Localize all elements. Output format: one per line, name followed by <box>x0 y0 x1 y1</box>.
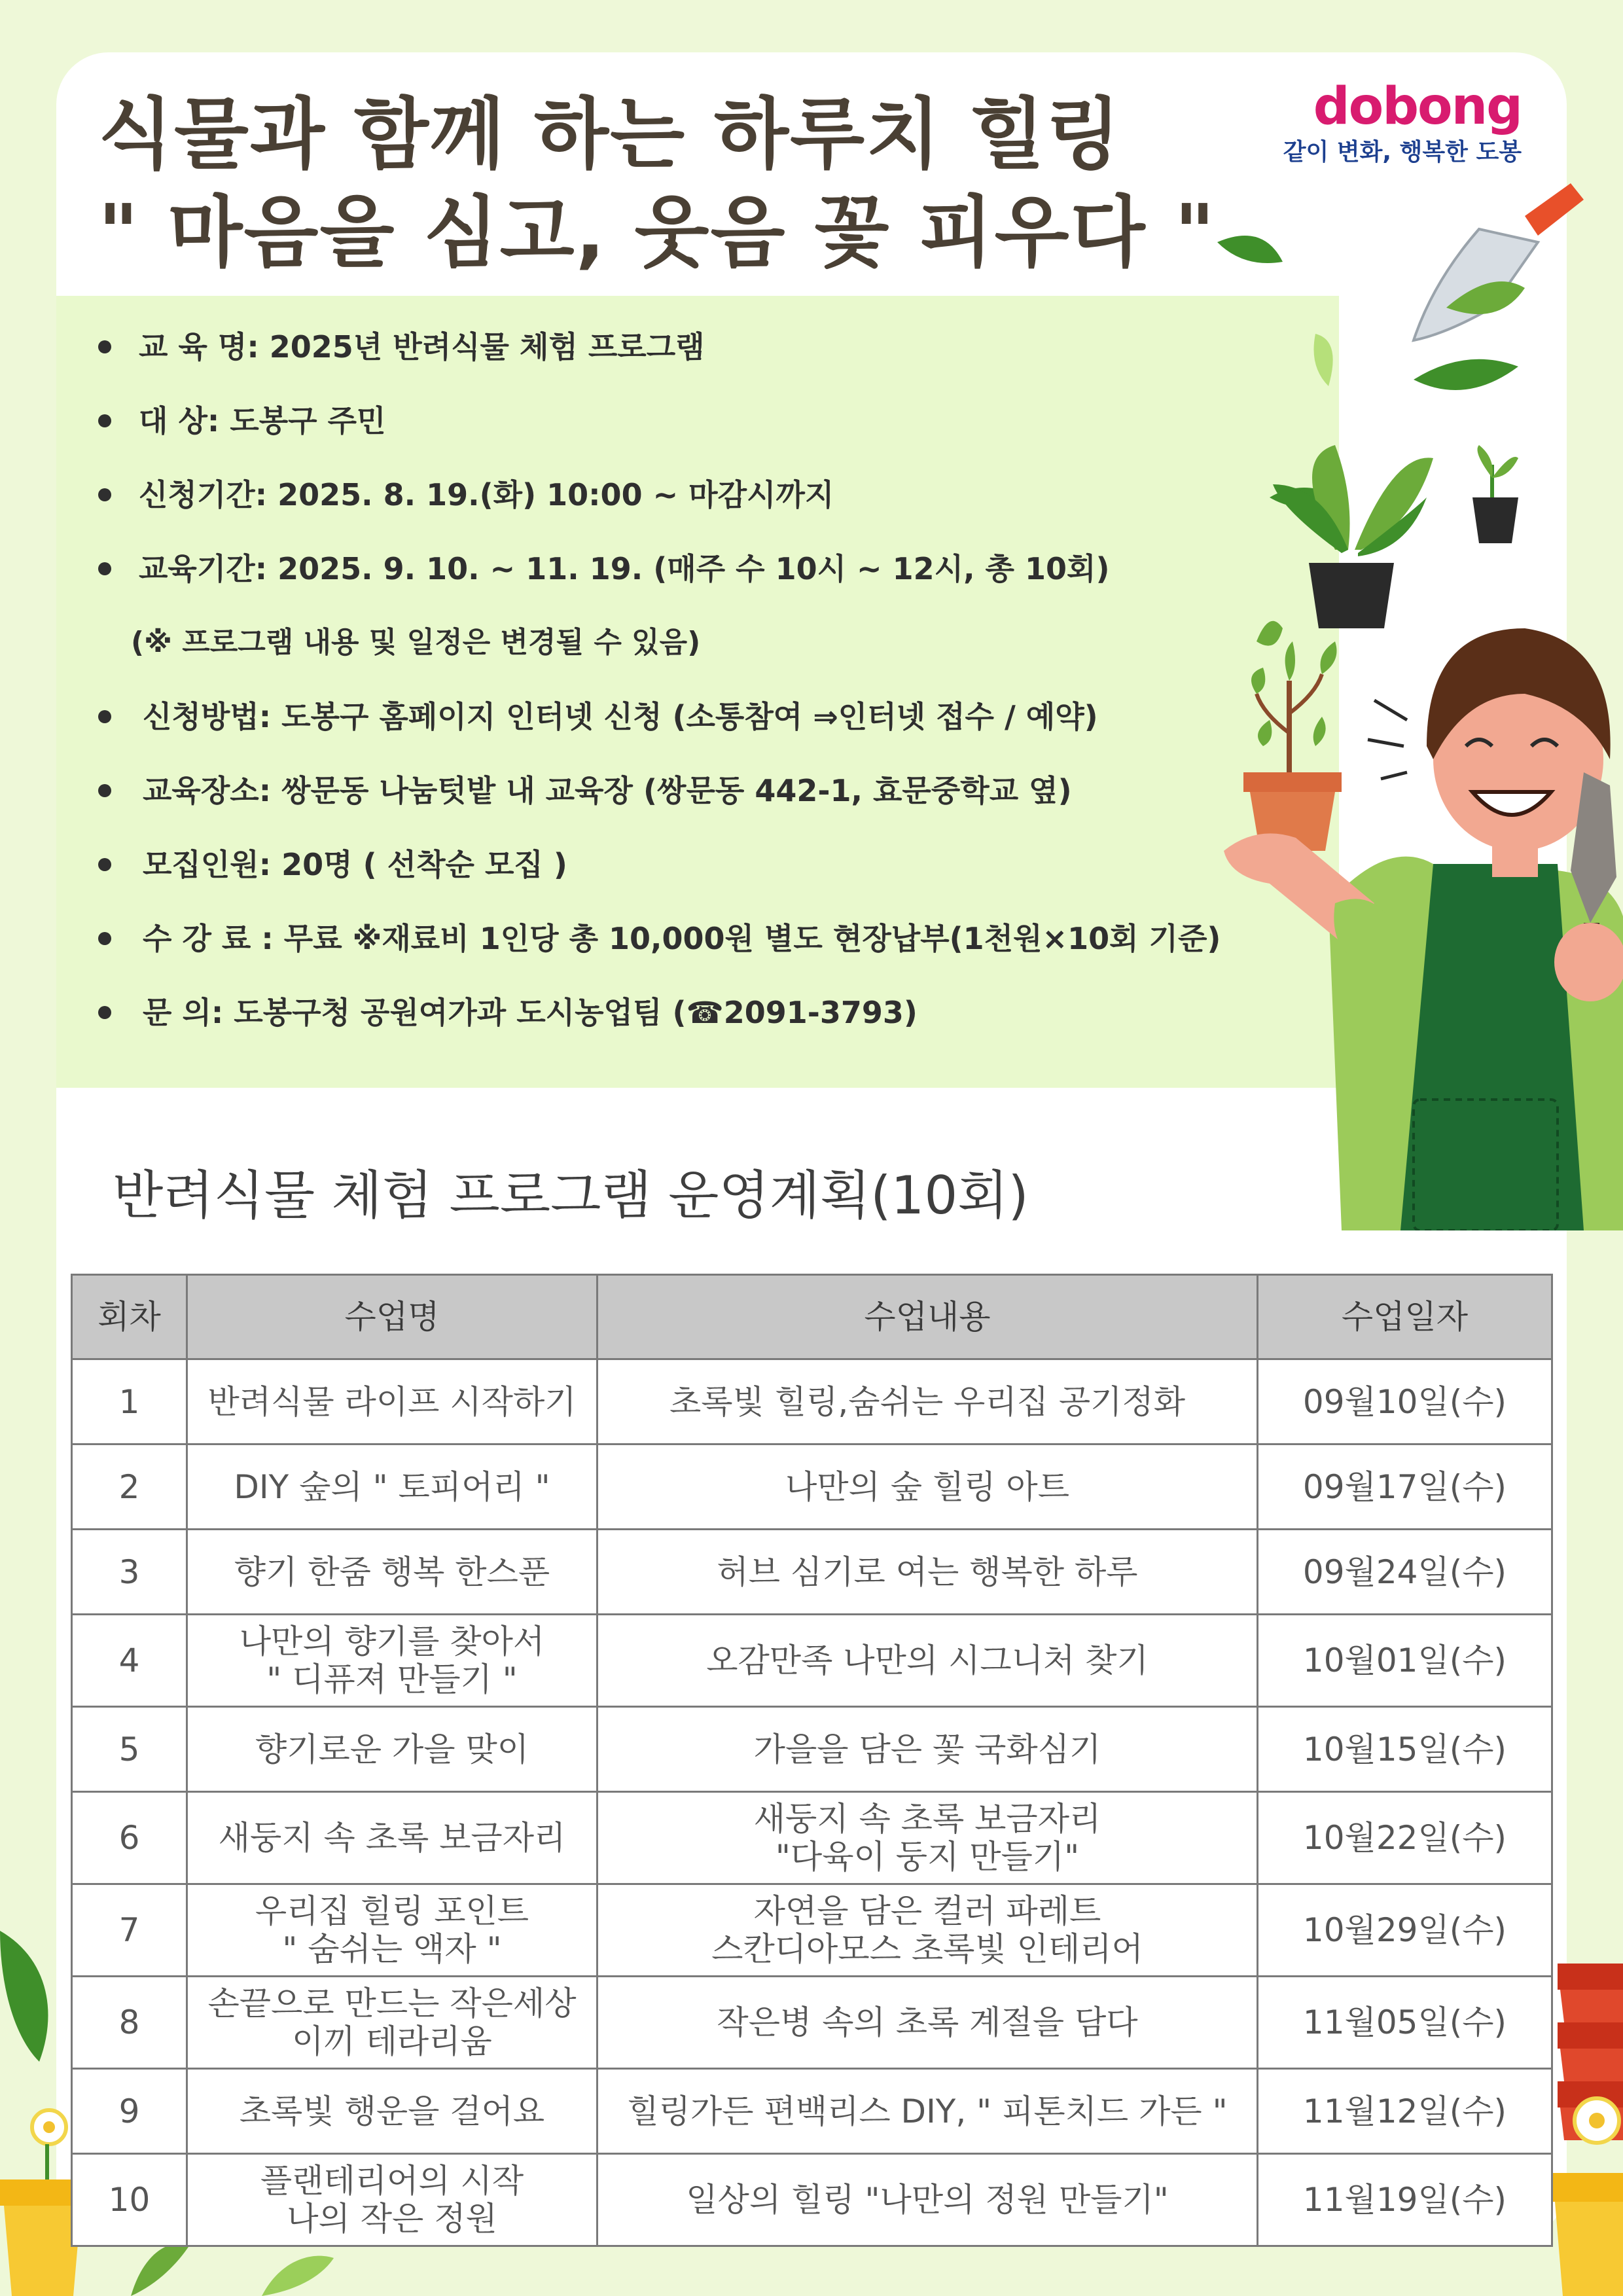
cell-class-name-line: 반려식물 라이프 시작하기 <box>207 1382 577 1421</box>
cell-class-content <box>597 2154 1258 2246</box>
cell-class-name <box>187 1444 597 1530</box>
info-item-course-name: 교 육 명: 2025년 반려식물 체험 프로그램 <box>56 329 1339 365</box>
table-row <box>72 1792 1552 1884</box>
cell-class-content-line: "다육이 둥지 만들기" <box>775 1838 1080 1876</box>
cell-class-date: 10월22일(수) <box>1258 1792 1552 1884</box>
leaf-icon <box>1314 334 1333 386</box>
cell-class-date: 10월29일(수) <box>1258 1884 1552 1977</box>
table-row <box>72 1707 1552 1792</box>
plan-table-body <box>72 1359 1552 2246</box>
cell-session: 10 <box>72 2154 187 2246</box>
cell-class-name <box>187 1884 597 1977</box>
cell-class-name-line: 새둥지 속 초록 보금자리 <box>218 1819 566 1857</box>
cell-class-name <box>187 1359 597 1444</box>
table-row <box>72 1884 1552 1977</box>
dobong-logo <box>1283 77 1522 169</box>
cell-class-content <box>597 1444 1258 1530</box>
cell-session: 2 <box>72 1444 187 1530</box>
cell-class-name <box>187 2154 597 2246</box>
title-line-1: 식물과 함께 하는 하루치 힐링 <box>98 89 1122 179</box>
seedling-icon <box>1472 445 1518 543</box>
leaf-icon <box>1217 236 1283 263</box>
cell-class-date: 09월17일(수) <box>1258 1444 1552 1530</box>
cell-class-content-line: 허브 심기로 여는 행복한 하루 <box>717 1552 1138 1591</box>
bottom-right-pots-icon <box>1551 1964 1623 2296</box>
plan-section-title: 반려식물 체험 프로그램 운영계획(10회) <box>113 1165 1029 1226</box>
cell-class-name-line: " 디퓨져 만들기 " <box>266 1660 518 1698</box>
cell-class-content <box>597 1977 1258 2069</box>
trowel-icon <box>1414 183 1584 340</box>
info-list <box>56 296 1339 1031</box>
table-row <box>72 1977 1552 2069</box>
info-item-target: 대 상: 도봉구 주민 <box>56 403 1339 439</box>
cell-class-name-line: 우리집 힐링 포인트 <box>255 1892 529 1930</box>
cell-class-date: 11월19일(수) <box>1258 2154 1552 2246</box>
info-item-capacity: 모집인원: 20명 ( 선착순 모집 ) <box>56 846 1339 883</box>
cell-class-content-line: 힐링가든 편백리스 DIY, " 피톤치드 가든 " <box>627 2092 1228 2130</box>
cell-class-content <box>597 2069 1258 2154</box>
cell-class-date: 10월01일(수) <box>1258 1615 1552 1707</box>
info-item-fee: 수 강 료 : 무료 ※재료비 1인당 총 10,000원 별도 현장납부(1천원×10회 기준) <box>56 920 1339 957</box>
table-row <box>72 2069 1552 2154</box>
cell-class-name-line: 이끼 테라리움 <box>292 2022 492 2060</box>
cell-session: 1 <box>72 1359 187 1444</box>
cell-class-name <box>187 1530 597 1615</box>
cell-class-name-line: 나만의 향기를 찾아서 <box>239 1623 545 1660</box>
cell-session: 6 <box>72 1792 187 1884</box>
potted-plant-icon <box>1273 445 1433 628</box>
table-row <box>72 1530 1552 1615</box>
cell-class-date: 09월10일(수) <box>1258 1359 1552 1444</box>
cell-class-name-line: 향기 한줌 행복 한스푼 <box>234 1552 550 1591</box>
cell-class-name-line: " 숨쉬는 액자 " <box>282 1930 502 1968</box>
cell-class-name-line: 손끝으로 만드는 작은세상 <box>207 1984 577 2022</box>
cell-class-content-line: 오감만족 나만의 시그니처 찾기 <box>706 1641 1149 1679</box>
info-item-note: (※ 프로그램 내용 및 일정은 변경될 수 있음) <box>131 626 701 659</box>
cell-session: 4 <box>72 1615 187 1707</box>
table-row <box>72 1615 1552 1707</box>
header-class-name: 수업명 <box>187 1275 597 1359</box>
cell-session: 7 <box>72 1884 187 1977</box>
info-item-location: 교육장소: 쌍문동 나눔텃밭 내 교육장 (쌍문동 442-1, 효문중학교 옆) <box>56 772 1339 809</box>
title-line-2: " 마음을 심고, 웃음 꽃 피우다 " <box>98 187 1217 278</box>
cell-class-name <box>187 1792 597 1884</box>
cell-class-name-line: DIY 숲의 " 토피어리 " <box>234 1467 550 1506</box>
cell-class-name-line: 나의 작은 정원 <box>287 2200 497 2238</box>
cell-class-name <box>187 1707 597 1792</box>
cell-class-date: 11월12일(수) <box>1258 2069 1552 2154</box>
logo-slogan: 같이 변화, 행복한 도봉 <box>1283 139 1522 166</box>
cell-class-content <box>597 1359 1258 1444</box>
info-item-contact: 문 의: 도봉구청 공원여가과 도시농업팀 (☎2091-3793) <box>56 994 1339 1031</box>
cell-class-content <box>597 1530 1258 1615</box>
logo-wordmark: dobong <box>1313 77 1522 136</box>
cell-class-content <box>597 1707 1258 1792</box>
bottom-left-leaf-icon <box>0 1931 59 2062</box>
leaf-icon <box>1257 621 1283 646</box>
cell-class-name <box>187 1977 597 2069</box>
cell-class-date: 10월15일(수) <box>1258 1707 1552 1792</box>
plan-table <box>71 1274 1553 2247</box>
gardener-illustration <box>1217 170 1623 1230</box>
cell-session: 5 <box>72 1707 187 1792</box>
header-session: 회차 <box>72 1275 187 1359</box>
cell-session: 8 <box>72 1977 187 2069</box>
header-class-content: 수업내용 <box>597 1275 1258 1359</box>
cell-class-name-line: 플랜테리어의 시작 <box>260 2162 524 2200</box>
cell-class-content-line: 가을을 담은 꽃 국화심기 <box>753 1730 1101 1768</box>
table-row <box>72 1359 1552 1444</box>
cell-class-name-line: 초록빛 행운을 걸어요 <box>239 2092 545 2130</box>
cell-class-date: 11월05일(수) <box>1258 1977 1552 2069</box>
cell-class-date: 09월24일(수) <box>1258 1530 1552 1615</box>
cell-class-content-line: 작은병 속의 초록 계절을 담다 <box>717 2003 1138 2041</box>
info-item-course-period: 교육기간: 2025. 9. 10. ~ 11. 19. (매주 수 10시 ~ 12시, 총 10회) <box>56 550 1339 587</box>
leaf-icon <box>1414 359 1518 390</box>
cell-class-content <box>597 1884 1258 1977</box>
cell-session: 3 <box>72 1530 187 1615</box>
info-item-apply-method: 신청방법: 도봉구 홈페이지 인터넷 신청 (소통참여 ⇒인터넷 접수 / 예약) <box>56 698 1339 735</box>
cell-class-content-line: 나만의 숲 힐링 아트 <box>785 1467 1070 1506</box>
header-class-date: 수업일자 <box>1258 1275 1552 1359</box>
cell-class-content-line: 스칸디아모스 초록빛 인테리어 <box>711 1930 1143 1968</box>
cell-class-name-line: 향기로운 가을 맞이 <box>255 1730 529 1768</box>
cell-class-content-line: 자연을 담은 컬러 파레트 <box>753 1892 1101 1930</box>
cell-class-content <box>597 1792 1258 1884</box>
cell-class-name <box>187 2069 597 2154</box>
page-title <box>98 85 1216 281</box>
cell-class-content-line: 새둥지 속 초록 보금자리 <box>753 1800 1101 1838</box>
cell-class-name <box>187 1615 597 1707</box>
info-panel <box>56 296 1339 1088</box>
table-row <box>72 1444 1552 1530</box>
cell-session: 9 <box>72 2069 187 2154</box>
cell-class-content-line: 초록빛 힐링,숨쉬는 우리집 공기정화 <box>669 1382 1186 1421</box>
cell-class-content <box>597 1615 1258 1707</box>
table-row <box>72 2154 1552 2246</box>
info-item-apply-period: 신청기간: 2025. 8. 19.(화) 10:00 ~ 마감시까지 <box>56 476 1339 513</box>
table-header-row <box>72 1275 1552 1359</box>
cell-class-content-line: 일상의 힐링 "나만의 정원 만들기" <box>686 2181 1169 2219</box>
hand-plant-icon <box>1243 641 1342 851</box>
